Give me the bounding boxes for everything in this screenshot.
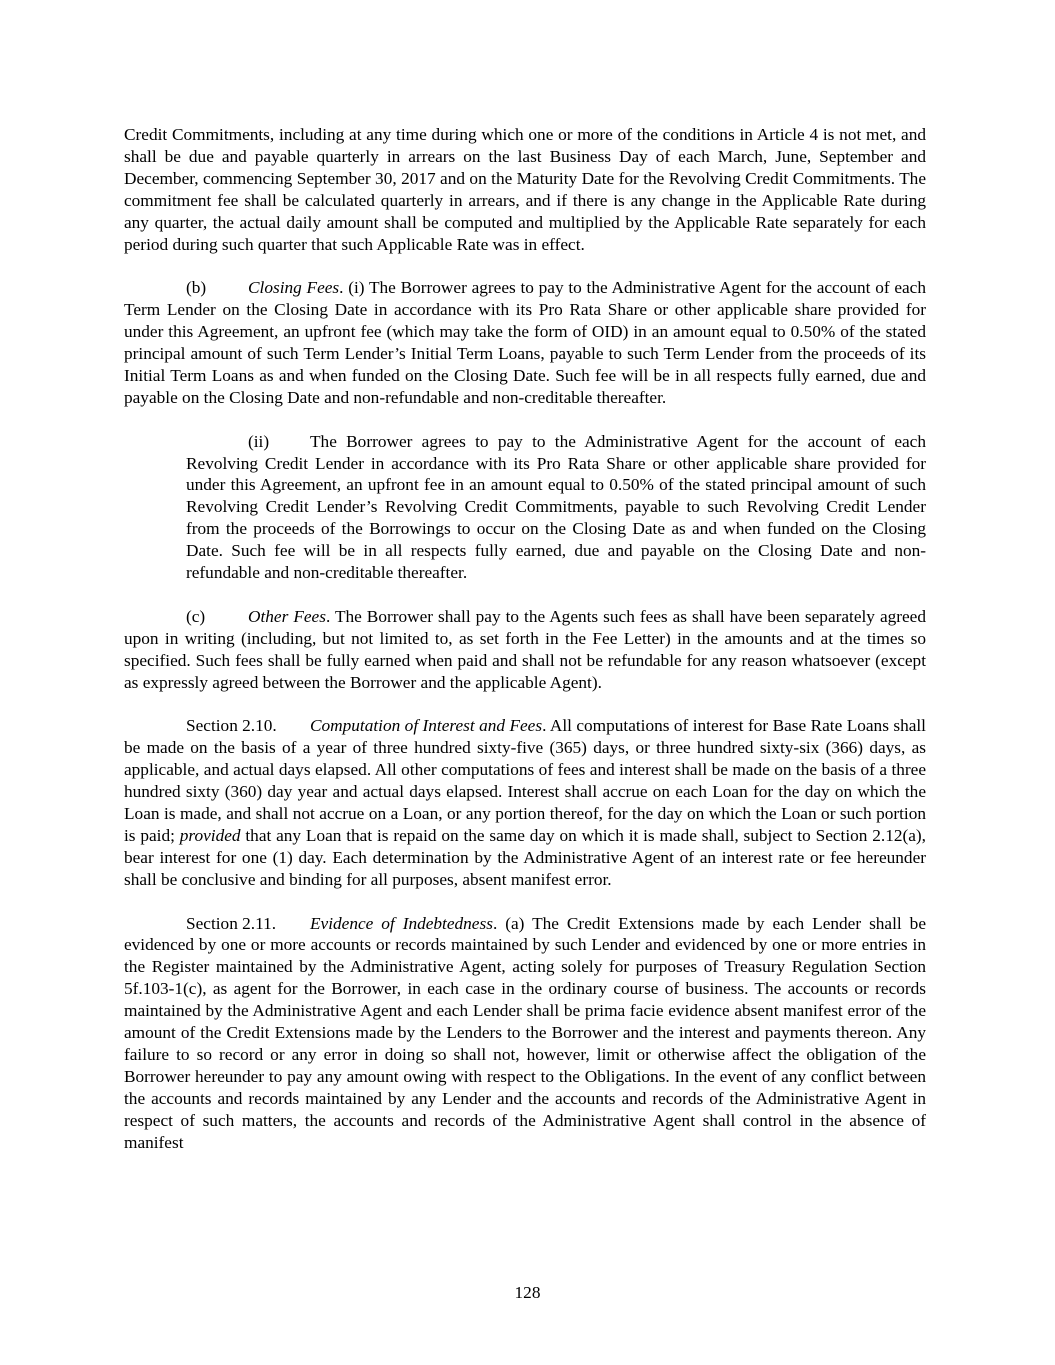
section-label: Section 2.11. <box>186 913 277 933</box>
section-2-11 <box>124 913 926 1154</box>
section-text-after: that any Loan that is repaid on the same day on which it is made shall, subject to Section 2.12(a), bear interest for one (1) day. Each determination by the Administrative Agent of an interest rate or fee hereunder shall be conclusive and binding for all purposes, absent manifest error. <box>124 825 926 889</box>
clause-label: (c) <box>186 606 206 626</box>
section-heading: Evidence of Indebtedness <box>310 913 493 933</box>
clause-label: (b) <box>186 278 207 298</box>
document-page <box>124 124 926 1175</box>
clause-heading: Other Fees <box>248 606 326 626</box>
paragraph-closing-fees-ii <box>186 431 926 584</box>
clause-text: . (i) The Borrower agrees to pay to the Administrative Agent for the account of each Term Lender on the Closing Date in accordance with its Pro Rata Share or other applicable share provided for under this Agreement, an upfront fee (which may take the form of OID) in an amount equal to 0.50% of the stated principal amount of such Term Lender’s Initial Term Loans, payable to such Term Lender from the proceeds of its Initial Term Loans as and when funded on the Closing Date. Such fee will be in all respects fully earned, due and payable on the Closing Date and non-refundable and non-creditable thereafter. <box>124 278 926 407</box>
section-text: . (a) The Credit Extensions made by each Lender shall be evidenced by one or more accounts or records maintained by such Lender and evidenced by one or more entries in the Register maintained by the Administrative Agent, acting solely for purposes of Treasury Regulation Section 5f.103-1(c), as agent for the Borrower, in each case in the ordinary course of business. The accounts or records maintained by the Administrative Agent and each Lender shall be prima facie evidence absent manifest error of the amount of the Credit Extensions made by the Lenders to the Borrower and the interest and payments thereon. Any failure to so record or any error in doing so shall not, however, limit or otherwise affect the obligation of the Borrower hereunder to pay any amount owing with respect to the Obligations. In the event of any conflict between the accounts and records maintained by any Lender and the accounts and records of the Administrative Agent in respect of such matters, the accounts and records of the Administrative Agent shall control in the absence of manifest <box>124 913 926 1152</box>
section-heading: Computation of Interest and Fees <box>310 716 543 736</box>
page-number: 128 <box>514 1283 541 1302</box>
paragraph-other-fees <box>124 606 926 694</box>
section-label: Section 2.10. <box>186 716 277 736</box>
clause-heading: Closing Fees <box>248 278 340 298</box>
paragraph-commitment-fee-continued: Credit Commitments, including at any time during which one or more of the conditions in Article 4 is not met, and shall be due and payable quarterly in arrears on the last Business Day of each March, June, September and December, commencing September 30, 2017 and on the Maturity Date for the Revolving Credit Commitments. The commitment fee shall be calculated quarterly in arrears, and if there is any change in the Applicable Rate during any quarter, the actual daily amount shall be computed and multiplied by the Applicable Rate separately for each period during such quarter that such Applicable Rate was in effect. <box>124 125 926 254</box>
clause-text: . The Borrower shall pay to the Agents such fees as shall have been separately agreed upon in writing (including, but not limited to, as set forth in the Fee Letter) in the amounts and at the times so specified. Such fees shall be fully earned when paid and shall not be refundable for any reason whatsoever (except as expressly agreed between the Borrower and the applicable Agent). <box>124 606 926 692</box>
paragraph-closing-fees <box>124 277 926 408</box>
section-text-before: . All computations of interest for Base Rate Loans shall be made on the basis of a year of three hundred sixty-five (365) days, or three hundred sixty-six (366) days, as applicable, and actual days elapsed. All other computations of fees and interest shall be made on the basis of a three hundred sixty (360) day year and actual days elapsed. Interest shall accrue on each Loan for the day on which the Loan is made, and shall not accrue on a Loan, or any portion thereof, for the day on which the Loan or such portion is paid; <box>124 716 926 845</box>
subclause-label: (ii) <box>248 431 270 451</box>
subclause-text: The Borrower agrees to pay to the Administrative Agent for the account of each Revolving Credit Lender in accordance with its Pro Rata Share or other applicable share provided for under this Agreement, an upfront fee in an amount equal to 0.50% of the stated principal amount of such Revolving Credit Lender’s Revolving Credit Commitments, payable to such Revolving Credit Lender from the proceeds of the Borrowings to occur on the Closing Date as and when funded on the Closing Date. Such fee will be in all respects fully earned, due and payable on the Closing Date and non-refundable and non-creditable thereafter. <box>186 431 926 583</box>
section-2-10 <box>124 715 926 890</box>
section-emphasis: provided <box>179 825 241 845</box>
